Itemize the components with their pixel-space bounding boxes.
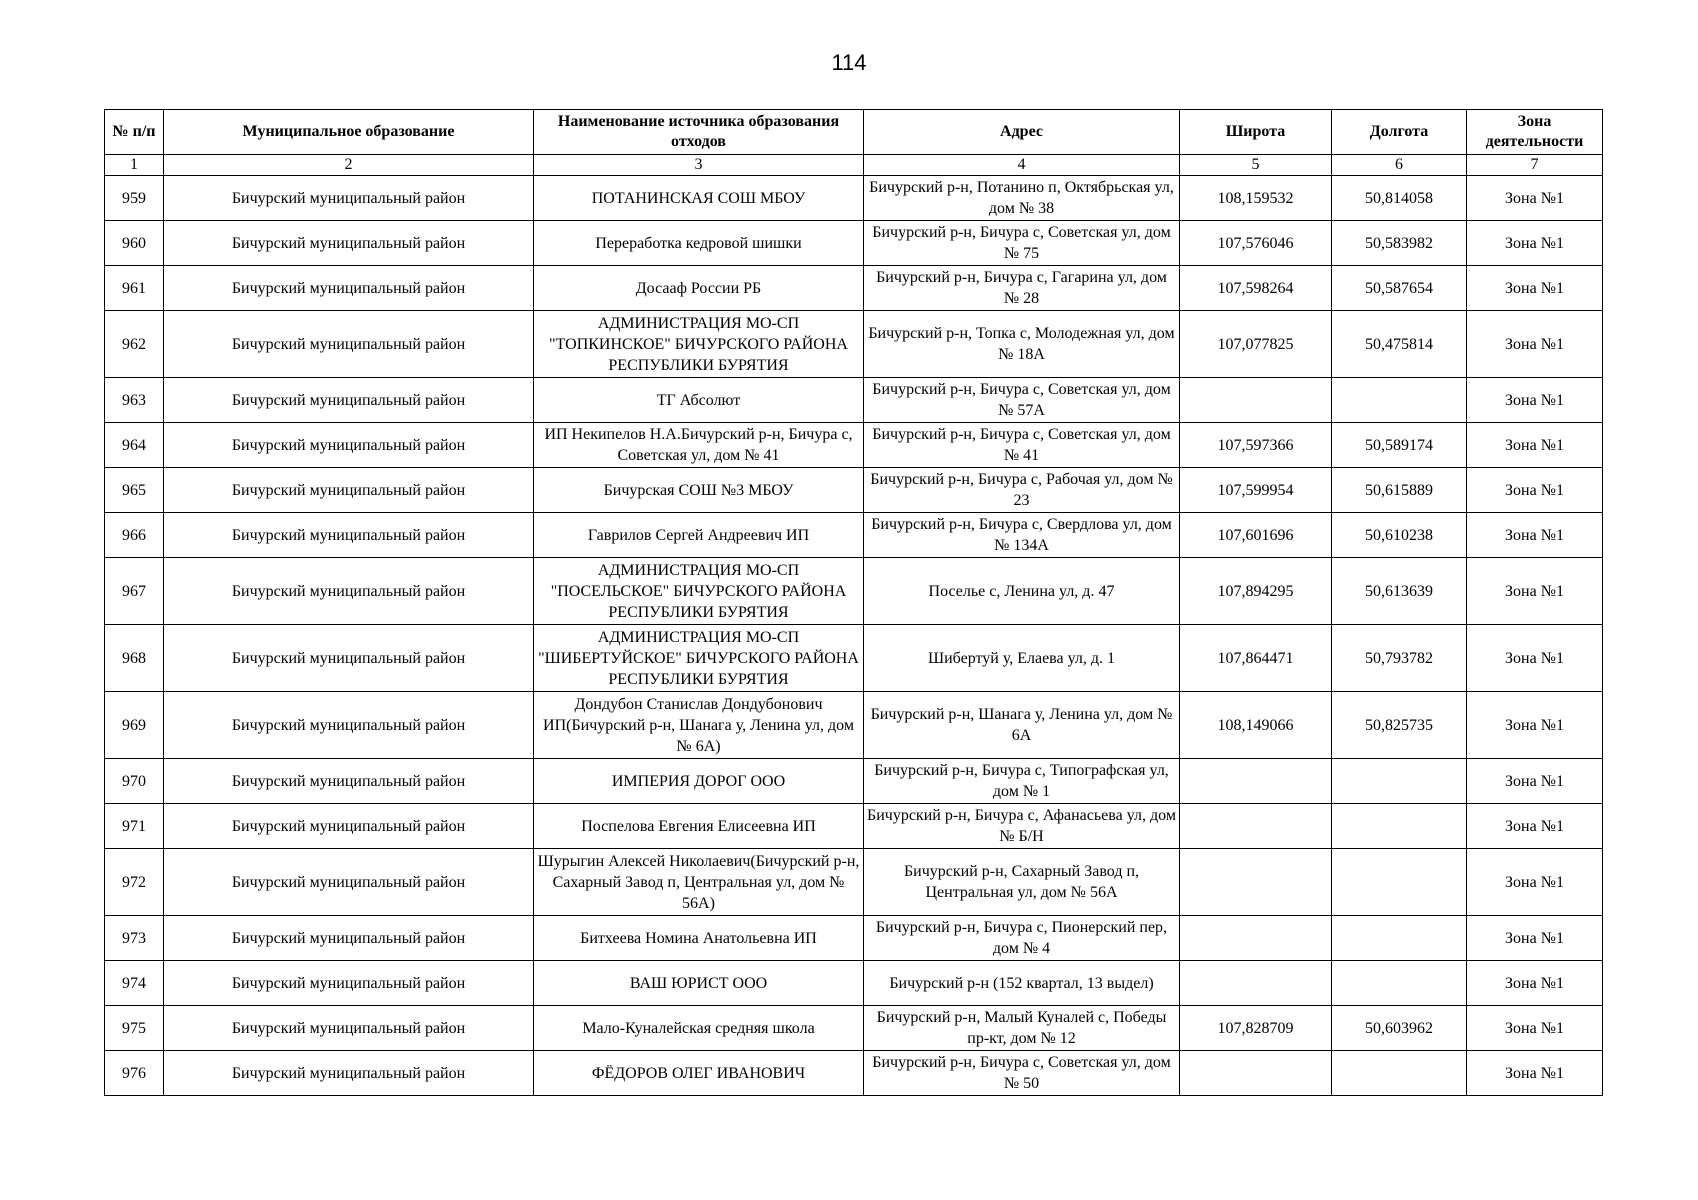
cell-longitude: 50,589174 <box>1332 423 1467 468</box>
cell-latitude <box>1180 849 1332 916</box>
cell-municipality: Бичурский муниципальный район <box>164 378 534 423</box>
cell-source-name: АДМИНИСТРАЦИЯ МО-СП "ШИБЕРТУЙСКОЕ" БИЧУРСКОГО РАЙОНА РЕСПУБЛИКИ БУРЯТИЯ <box>534 625 864 692</box>
cell-municipality: Бичурский муниципальный район <box>164 1006 534 1051</box>
column-number: 4 <box>864 155 1180 176</box>
cell-source-name: Битхеева Номина Анатольевна ИП <box>534 916 864 961</box>
cell-number: 975 <box>105 1006 164 1051</box>
cell-latitude <box>1180 759 1332 804</box>
cell-zone: Зона №1 <box>1467 176 1603 221</box>
cell-address: Бичурский р-н, Шанага у, Ленина ул, дом № 6А <box>864 692 1180 759</box>
cell-source-name: АДМИНИСТРАЦИЯ МО-СП "ПОСЕЛЬСКОЕ" БИЧУРСКОГО РАЙОНА РЕСПУБЛИКИ БУРЯТИЯ <box>534 558 864 625</box>
cell-source-name: ИП Некипелов Н.А.Бичурский р-н, Бичура с, Советская ул, дом № 41 <box>534 423 864 468</box>
cell-source-name: ИМПЕРИЯ ДОРОГ ООО <box>534 759 864 804</box>
cell-latitude: 107,597366 <box>1180 423 1332 468</box>
cell-longitude: 50,583982 <box>1332 221 1467 266</box>
cell-longitude <box>1332 916 1467 961</box>
cell-source-name: Шурыгин Алексей Николаевич(Бичурский р-н, Сахарный Завод п, Центральная ул, дом № 56А) <box>534 849 864 916</box>
cell-longitude: 50,587654 <box>1332 266 1467 311</box>
cell-zone: Зона №1 <box>1467 916 1603 961</box>
table-header-row <box>105 110 1603 155</box>
cell-municipality: Бичурский муниципальный район <box>164 176 534 221</box>
cell-address: Бичурский р-н, Бичура с, Советская ул, дом № 50 <box>864 1051 1180 1096</box>
cell-municipality: Бичурский муниципальный район <box>164 266 534 311</box>
table-row <box>105 1006 1603 1051</box>
table-row <box>105 468 1603 513</box>
cell-longitude <box>1332 378 1467 423</box>
cell-longitude <box>1332 759 1467 804</box>
cell-zone: Зона №1 <box>1467 266 1603 311</box>
cell-zone: Зона №1 <box>1467 468 1603 513</box>
cell-zone: Зона №1 <box>1467 423 1603 468</box>
cell-address: Бичурский р-н, Бичура с, Типографская ул, дом № 1 <box>864 759 1180 804</box>
cell-address: Бичурский р-н, Потанино п, Октябрьская ул, дом № 38 <box>864 176 1180 221</box>
cell-address: Бичурский р-н, Бичура с, Афанасьева ул, дом № Б/Н <box>864 804 1180 849</box>
cell-address: Бичурский р-н, Бичура с, Советская ул, дом № 57А <box>864 378 1180 423</box>
cell-address: Бичурский р-н, Бичура с, Свердлова ул, дом № 134А <box>864 513 1180 558</box>
header-zone: Зона деятельности <box>1467 110 1603 155</box>
cell-source-name: Гаврилов Сергей Андреевич ИП <box>534 513 864 558</box>
cell-zone: Зона №1 <box>1467 759 1603 804</box>
cell-zone: Зона №1 <box>1467 378 1603 423</box>
cell-municipality: Бичурский муниципальный район <box>164 468 534 513</box>
cell-latitude: 107,828709 <box>1180 1006 1332 1051</box>
header-source-name: Наименование источника образования отходов <box>534 110 864 155</box>
cell-zone: Зона №1 <box>1467 558 1603 625</box>
cell-number: 974 <box>105 961 164 1006</box>
cell-latitude <box>1180 1051 1332 1096</box>
page-number: 114 <box>831 50 867 75</box>
cell-longitude <box>1332 1051 1467 1096</box>
cell-source-name: ВАШ ЮРИСТ ООО <box>534 961 864 1006</box>
cell-zone: Зона №1 <box>1467 221 1603 266</box>
column-number-row <box>105 155 1603 176</box>
cell-source-name: Мало-Куналейская средняя школа <box>534 1006 864 1051</box>
column-number: 5 <box>1180 155 1332 176</box>
cell-zone: Зона №1 <box>1467 804 1603 849</box>
header-longitude: Долгота <box>1332 110 1467 155</box>
cell-address: Бичурский р-н, Бичура с, Советская ул, дом № 75 <box>864 221 1180 266</box>
cell-longitude: 50,603962 <box>1332 1006 1467 1051</box>
cell-zone: Зона №1 <box>1467 311 1603 378</box>
cell-number: 976 <box>105 1051 164 1096</box>
cell-longitude: 50,814058 <box>1332 176 1467 221</box>
column-number: 2 <box>164 155 534 176</box>
table-row <box>105 692 1603 759</box>
cell-longitude: 50,793782 <box>1332 625 1467 692</box>
cell-latitude <box>1180 961 1332 1006</box>
cell-source-name: ТГ Абсолют <box>534 378 864 423</box>
cell-municipality: Бичурский муниципальный район <box>164 1051 534 1096</box>
cell-zone: Зона №1 <box>1467 849 1603 916</box>
cell-latitude: 108,149066 <box>1180 692 1332 759</box>
cell-municipality: Бичурский муниципальный район <box>164 558 534 625</box>
cell-zone: Зона №1 <box>1467 513 1603 558</box>
cell-longitude <box>1332 804 1467 849</box>
table-row <box>105 961 1603 1006</box>
cell-number: 969 <box>105 692 164 759</box>
cell-longitude: 50,825735 <box>1332 692 1467 759</box>
cell-number: 963 <box>105 378 164 423</box>
cell-latitude: 107,599954 <box>1180 468 1332 513</box>
header-municipality: Муниципальное образование <box>164 110 534 155</box>
cell-address: Бичурский р-н (152 квартал, 13 выдел) <box>864 961 1180 1006</box>
cell-municipality: Бичурский муниципальный район <box>164 759 534 804</box>
cell-address: Бичурский р-н, Топка с, Молодежная ул, дом № 18А <box>864 311 1180 378</box>
table-row <box>105 804 1603 849</box>
cell-address: Бичурский р-н, Бичура с, Пионерский пер, дом № 4 <box>864 916 1180 961</box>
cell-municipality: Бичурский муниципальный район <box>164 849 534 916</box>
cell-municipality: Бичурский муниципальный район <box>164 916 534 961</box>
cell-number: 959 <box>105 176 164 221</box>
cell-number: 973 <box>105 916 164 961</box>
cell-number: 970 <box>105 759 164 804</box>
cell-number: 965 <box>105 468 164 513</box>
table-row <box>105 625 1603 692</box>
cell-number: 968 <box>105 625 164 692</box>
cell-municipality: Бичурский муниципальный район <box>164 311 534 378</box>
cell-longitude <box>1332 849 1467 916</box>
cell-number: 964 <box>105 423 164 468</box>
table-row <box>105 221 1603 266</box>
cell-municipality: Бичурский муниципальный район <box>164 961 534 1006</box>
cell-address: Бичурский р-н, Сахарный Завод п, Центральная ул, дом № 56А <box>864 849 1180 916</box>
cell-zone: Зона №1 <box>1467 1051 1603 1096</box>
cell-latitude <box>1180 804 1332 849</box>
cell-latitude: 107,601696 <box>1180 513 1332 558</box>
header-address: Адрес <box>864 110 1180 155</box>
table-row <box>105 1051 1603 1096</box>
cell-address: Бичурский р-н, Малый Куналей с, Победы пр-кт, дом № 12 <box>864 1006 1180 1051</box>
table-row <box>105 311 1603 378</box>
column-number: 6 <box>1332 155 1467 176</box>
cell-number: 966 <box>105 513 164 558</box>
cell-municipality: Бичурский муниципальный район <box>164 692 534 759</box>
cell-address: Бичурский р-н, Бичура с, Гагарина ул, дом № 28 <box>864 266 1180 311</box>
table-row <box>105 513 1603 558</box>
cell-number: 962 <box>105 311 164 378</box>
cell-latitude: 107,598264 <box>1180 266 1332 311</box>
cell-address: Бичурский р-н, Бичура с, Рабочая ул, дом № 23 <box>864 468 1180 513</box>
cell-municipality: Бичурский муниципальный район <box>164 513 534 558</box>
cell-source-name: АДМИНИСТРАЦИЯ МО-СП "ТОПКИНСКОЕ" БИЧУРСКОГО РАЙОНА РЕСПУБЛИКИ БУРЯТИЯ <box>534 311 864 378</box>
table-row <box>105 759 1603 804</box>
cell-number: 960 <box>105 221 164 266</box>
cell-number: 967 <box>105 558 164 625</box>
cell-number: 961 <box>105 266 164 311</box>
cell-latitude: 107,077825 <box>1180 311 1332 378</box>
header-number: № п/п <box>105 110 164 155</box>
table-row <box>105 266 1603 311</box>
cell-source-name: Дондубон Станислав Дондубонович ИП(Бичурский р-н, Шанага у, Ленина ул, дом № 6А) <box>534 692 864 759</box>
cell-latitude <box>1180 916 1332 961</box>
cell-address: Шибертуй у, Елаева ул, д. 1 <box>864 625 1180 692</box>
waste-sources-table <box>104 109 1603 1096</box>
table-row <box>105 849 1603 916</box>
table-row <box>105 916 1603 961</box>
cell-source-name: Поспелова Евгения Елисеевна ИП <box>534 804 864 849</box>
table-row <box>105 558 1603 625</box>
cell-source-name: Досааф России РБ <box>534 266 864 311</box>
cell-latitude <box>1180 378 1332 423</box>
cell-municipality: Бичурский муниципальный район <box>164 804 534 849</box>
column-number: 7 <box>1467 155 1603 176</box>
cell-municipality: Бичурский муниципальный район <box>164 625 534 692</box>
cell-municipality: Бичурский муниципальный район <box>164 423 534 468</box>
cell-zone: Зона №1 <box>1467 1006 1603 1051</box>
cell-latitude: 107,864471 <box>1180 625 1332 692</box>
cell-latitude: 107,894295 <box>1180 558 1332 625</box>
cell-longitude: 50,615889 <box>1332 468 1467 513</box>
cell-latitude: 108,159532 <box>1180 176 1332 221</box>
cell-address: Бичурский р-н, Бичура с, Советская ул, дом № 41 <box>864 423 1180 468</box>
cell-longitude <box>1332 961 1467 1006</box>
cell-longitude: 50,475814 <box>1332 311 1467 378</box>
cell-address: Поселье с, Ленина ул, д. 47 <box>864 558 1180 625</box>
cell-source-name: ПОТАНИНСКАЯ СОШ МБОУ <box>534 176 864 221</box>
column-number: 3 <box>534 155 864 176</box>
cell-longitude: 50,613639 <box>1332 558 1467 625</box>
cell-number: 972 <box>105 849 164 916</box>
cell-source-name: ФЁДОРОВ ОЛЕГ ИВАНОВИЧ <box>534 1051 864 1096</box>
table-row <box>105 176 1603 221</box>
cell-number: 971 <box>105 804 164 849</box>
column-number: 1 <box>105 155 164 176</box>
table-row <box>105 378 1603 423</box>
cell-source-name: Переработка кедровой шишки <box>534 221 864 266</box>
cell-zone: Зона №1 <box>1467 692 1603 759</box>
cell-zone: Зона №1 <box>1467 625 1603 692</box>
header-latitude: Широта <box>1180 110 1332 155</box>
cell-zone: Зона №1 <box>1467 961 1603 1006</box>
cell-source-name: Бичурская СОШ №3 МБОУ <box>534 468 864 513</box>
cell-latitude: 107,576046 <box>1180 221 1332 266</box>
cell-longitude: 50,610238 <box>1332 513 1467 558</box>
table-row <box>105 423 1603 468</box>
cell-municipality: Бичурский муниципальный район <box>164 221 534 266</box>
